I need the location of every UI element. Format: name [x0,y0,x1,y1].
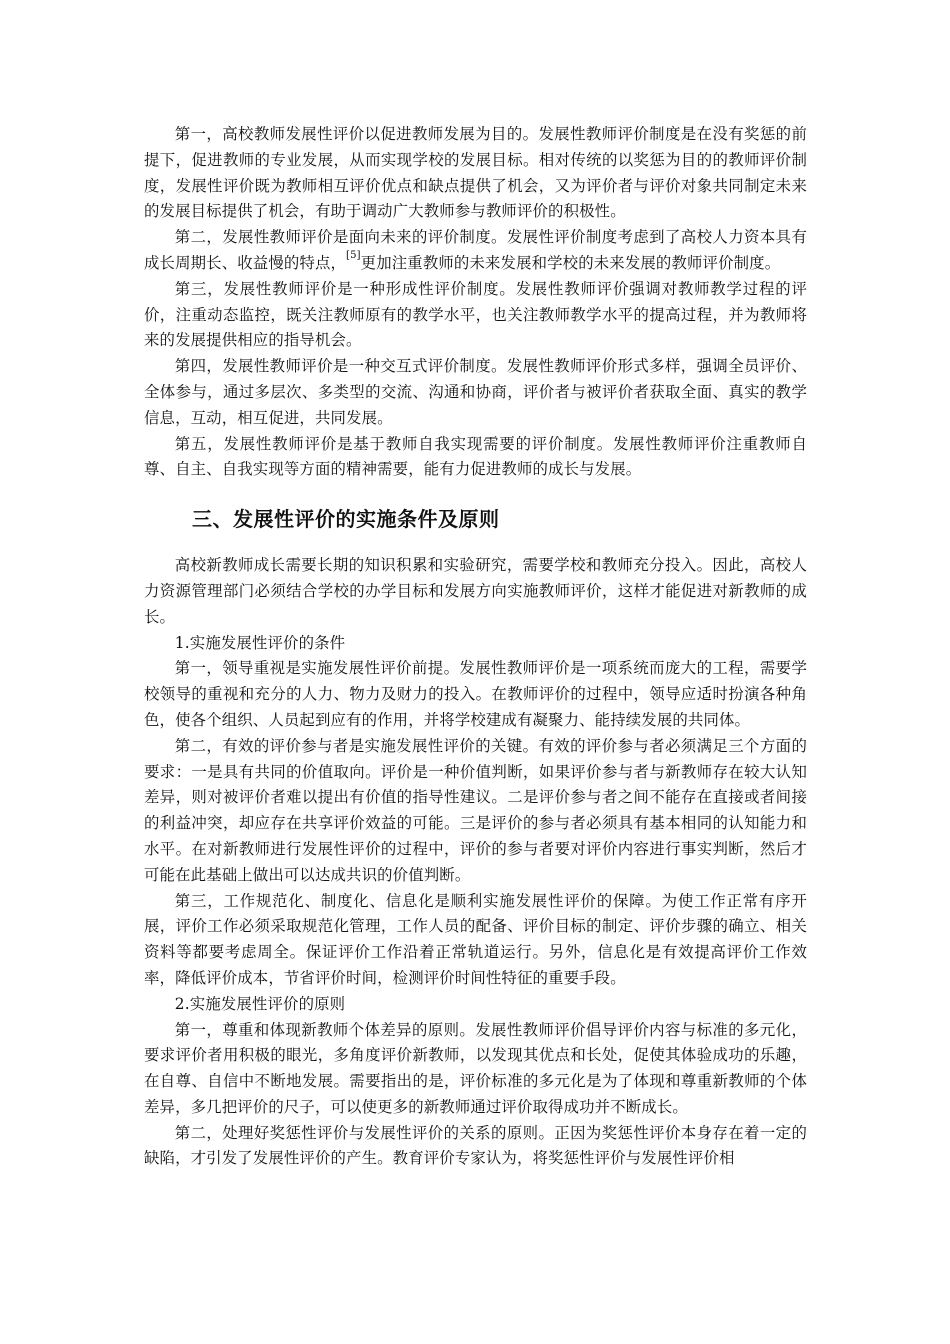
paragraph: 第二，有效的评价参与者是实施发展性评价的关键。有效的评价参与者必须满足三个方面的要求：一是具有共同的价值取向。评价是一种价值判断，如果评价参与者与新教师存在较大认知差异，则对被评价者难以提出有价值的指导性建议。二是评价参与者之间不能存在直接或者间接的利益冲突，却应存在共享评价效益的可能。三是评价的参与者必须具有基本相同的认知能力和水平。在对新教师进行发展性评价的过程中，评价的参与者要对评价内容进行事实判断，然后才可能在此基础上做出可以达成共识的价值判断。 [144,736,807,884]
paragraph: 第三，工作规范化、制度化、信息化是顺利实施发展性评价的保障。为使工作正常有序开展，评价工作必须采取规范化管理，工作人员的配备、评价目标的制定、评价步骤的确立、相关资料等都要考虑周全。保证评价工作沿着正常轨道运行。另外，信息化是有效提高评价工作效率，降低评价成本，节省评价时间，检测评价时间性特征的重要手段。 [144,891,807,987]
paragraph: 第一，领导重视是实施发展性评价前提。发展性教师评价是一项系统而庞大的工程，需要学校领导的重视和充分的人力、物力及财力的投入。在教师评价的过程中，领导应适时扮演各种角色，使各个组织、人员起到应有的作用，并将学校建成有凝聚力、能持续发展的共同体。 [144,659,807,729]
reference-mark: [5] [346,249,361,261]
paragraph: 第二，处理好奖惩性评价与发展性评价的关系的原则。正因为奖惩性评价本身存在着一定的缺陷，才引发了发展性评价的产生。教育评价专家认为，将奖惩性评价与发展性评价相 [144,1123,807,1168]
paragraph: 第五，发展性教师评价是基于教师自我实现需要的评价制度。发展性教师评价注重教师自尊、自主、自我实现等方面的精神需要，能有力促进教师的成长与发展。 [144,434,807,479]
paragraph [144,225,807,277]
paragraph: 第一，高校教师发展性评价以促进教师发展为目的。发展性教师评价制度是在没有奖惩的前提下，促进教师的专业发展，从而实现学校的发展目标。相对传统的以奖惩为目的的教师评价制度，发展性评价既为教师相互评价优点和缺点提供了机会，又为评价者与评价对象共同制定未来的发展目标提供了机会，有助于调动广大教师参与教师评价的积极性。 [144,125,807,221]
paragraph-text: 更加注重教师的未来发展和学校的未来发展的教师评价制度。 [360,253,781,272]
paragraph-text: 第二，发展性教师评价是面向未来的评价制度。发展性评价制度考虑到了高校人力资本具有成长周期长、收益慢的特点， [144,228,807,272]
paragraph: 第三，发展性教师评价是一种形成性评价制度。发展性教师评价强调对教师教学过程的评价，注重动态监控，既关注教师原有的教学水平，也关注教师教学水平的提高过程，并为教师将来的发展提供相应的指导机会。 [144,279,807,350]
document-body [144,122,807,1172]
section-heading: 三、发展性评价的实施条件及原则 [192,507,500,532]
subsection-title: 2.实施发展性评价的原则 [174,994,346,1013]
paragraph: 第四，发展性教师评价是一种交互式评价制度。发展性教师评价形式多样，强调全员评价、全体参与，通过多层次、多类型的交流、沟通和协商，评价者与被评价者获取全面、真实的教学信息，互动，相互促进，共同发展。 [144,357,807,427]
subsection-title: 1.实施发展性评价的条件 [174,633,346,652]
paragraph: 第一，尊重和体现新教师个体差异的原则。发展性教师评价倡导评价内容与标准的多元化，要求评价者用积极的眼光，多角度评价新教师，以发现其优点和长处，促使其体验成功的乐趣，在自尊、自信中不断地发展。需要指出的是，评价标准的多元化是为了体现和尊重新教师的个体差异，多几把评价的尺子，可以使更多的新教师通过评价取得成功并不断成长。 [144,1020,807,1116]
paragraph: 高校新教师成长需要长期的知识积累和实验研究，需要学校和教师充分投入。因此，高校人力资源管理部门必须结合学校的办学目标和发展方向实施教师评价，这样才能促进对新教师的成长。 [144,556,807,626]
